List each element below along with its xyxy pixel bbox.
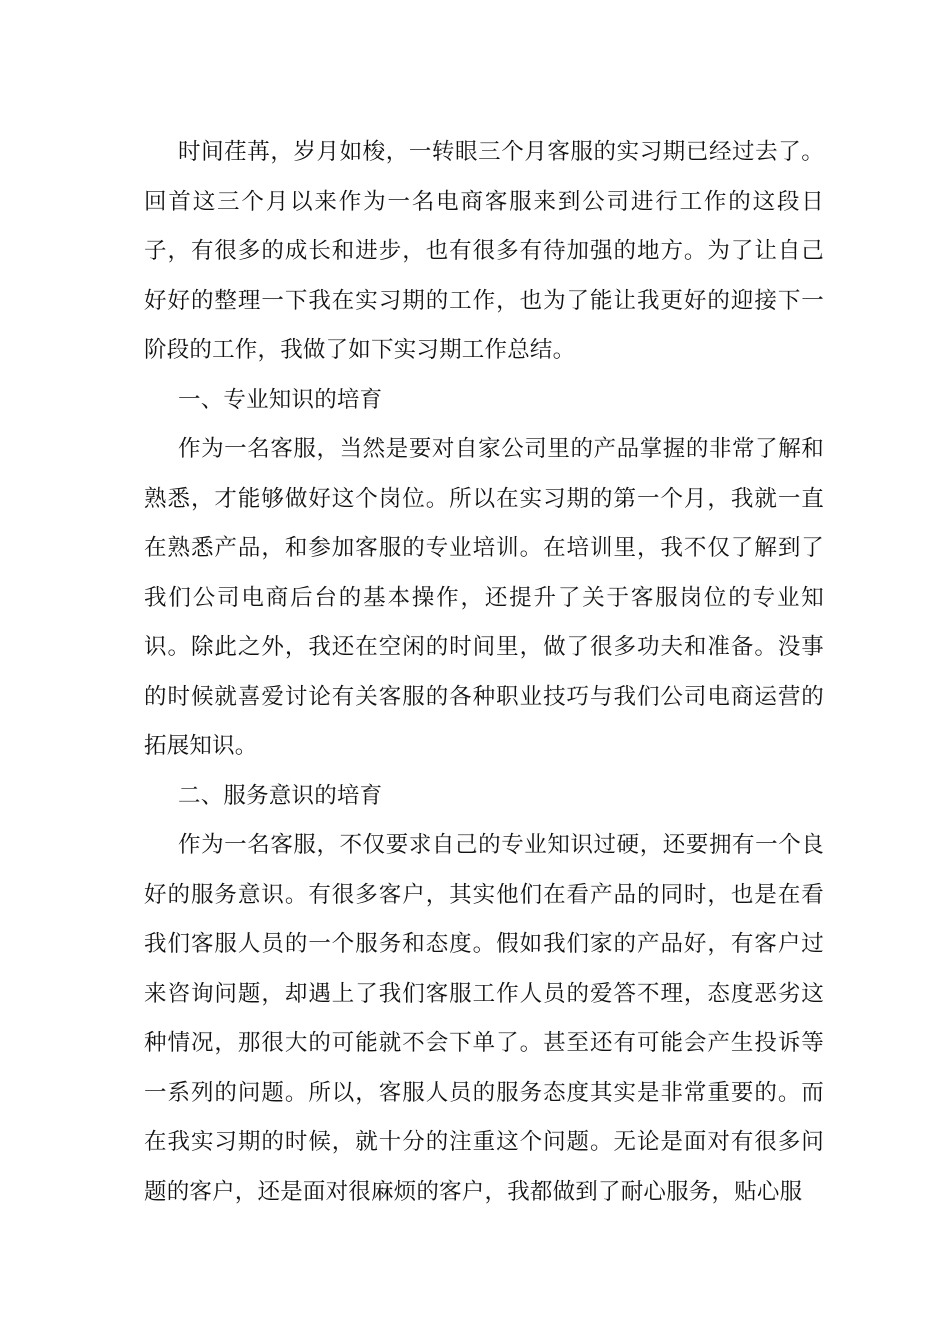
service-awareness-paragraph: 作为一名客服，不仅要求自己的专业知识过硬，还要拥有一个良好的服务意识。有很多客户，其实他们在看产品的同时，也是在看我们客服人员的一个服务和态度。假如我们家的产品好，有客户过来咨询问题，却遇上了我们客服工作人员的爱答不理，态度恶劣这种情况，那很大的可能就不会下单了。甚至还有可能会产生投诉等一系列的问题。所以，客服人员的服务态度其实是非常重要的。而在我实习期的时候，就十分的注重这个问题。无论是面对有很多问题的客户，还是面对很麻烦的客户，我都做到了耐心服务，贴心服 <box>144 832 824 1205</box>
section-heading-professional-knowledge: 一、专业知识的培育 <box>178 386 383 413</box>
document-body <box>144 128 824 1217</box>
professional-knowledge-paragraph: 作为一名客服，当然是要对自家公司里的产品掌握的非常了解和熟悉，才能够做好这个岗位。所以在实习期的第一个月，我就一直在熟悉产品，和参加客服的专业培训。在培训里，我不仅了解到了我们公司电商后台的基本操作，还提升了关于客服岗位的专业知识。除此之外，我还在空闲的时间里，做了很多功夫和准备。没事的时候就喜爱讨论有关客服的各种职业技巧与我们公司电商运营的拓展知识。 <box>144 436 824 759</box>
section-heading-service-awareness: 二、服务意识的培育 <box>178 782 383 809</box>
intro-paragraph: 时间荏苒，岁月如梭，一转眼三个月客服的实习期已经过去了。回首这三个月以来作为一名电商客服来到公司进行工作的这段日子，有很多的成长和进步，也有很多有待加强的地方。为了让自己好好的整理一下我在实习期的工作，也为了能让我更好的迎接下一阶段的工作，我做了如下实习期工作总结。 <box>144 139 824 363</box>
